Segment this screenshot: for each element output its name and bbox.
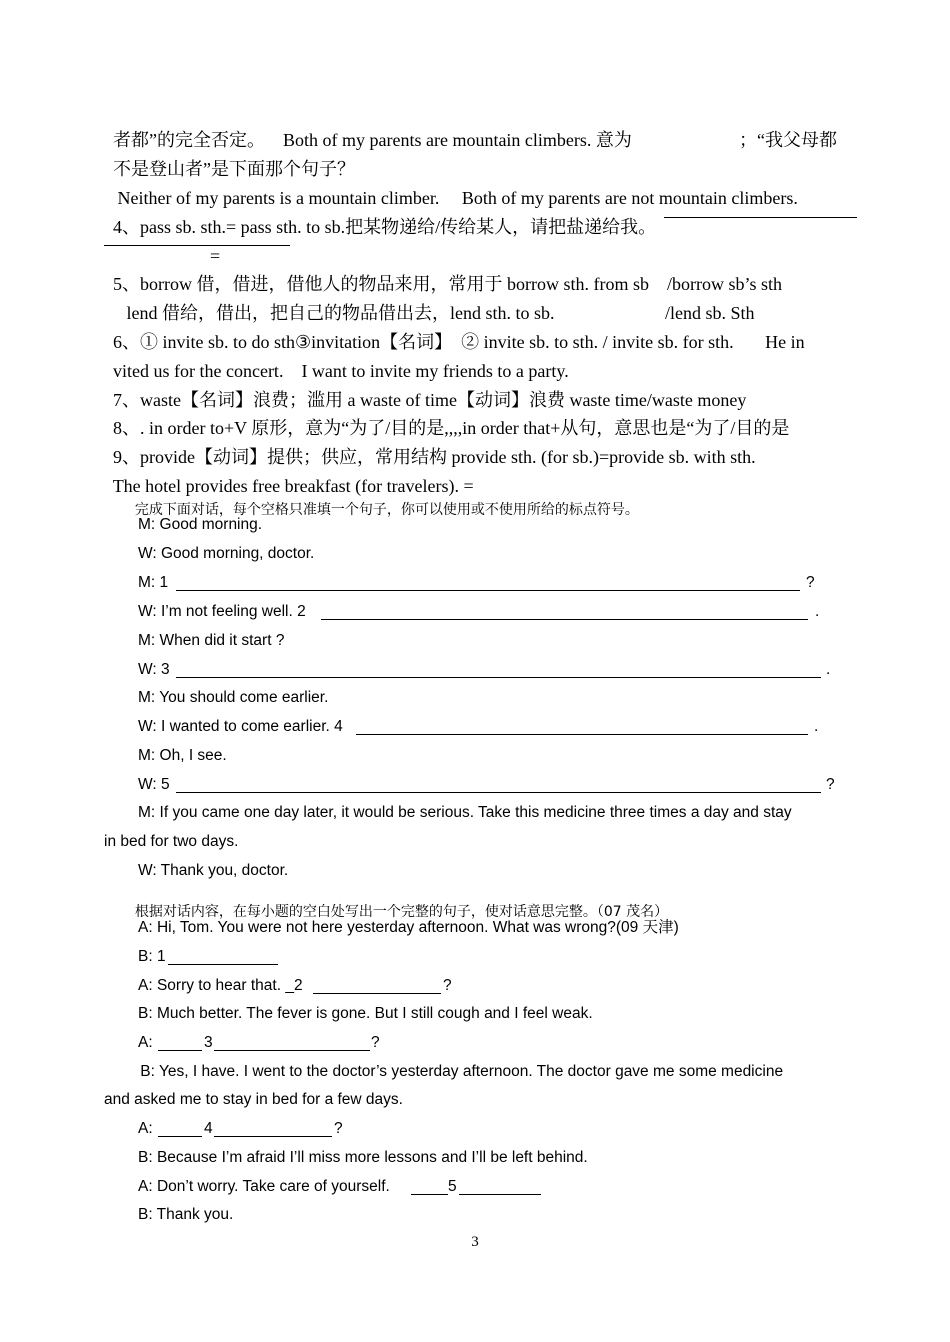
answer-blank (214, 1049, 370, 1051)
note-text: /lend sb. Sth (665, 303, 755, 323)
dialog-text: B: Yes, I have. I went to the doctor’s yesterday afternoon. The doctor gave me some medicine (136, 1063, 784, 1080)
dialog-text: B: Thank you. (138, 1206, 234, 1223)
dialog-text: 4 (204, 1120, 213, 1137)
dialog-line (136, 1064, 783, 1080)
dialog-text: 5 (448, 1178, 457, 1195)
dialog-text: B: 1 (138, 948, 166, 965)
note-text: 不是登山者”是下面那个句子？ (113, 159, 355, 179)
dialog-line (204, 1121, 213, 1137)
answer-blank (411, 1193, 448, 1195)
note-text: 9、provide【动词】提供；供应，常用结构 provide sth. (for sb.)=provide sb. with sth. (113, 447, 756, 467)
note-line-1-tail (730, 113, 837, 149)
dialog-text: W: 3 (138, 661, 170, 678)
note-text: 7、waste【名词】浪费；滥用 a waste of time【动词】浪费 waste time/waste money (113, 390, 747, 410)
dialog-line (138, 777, 170, 793)
note-text: 8、. in order to+V 原形，意为“为了/目的是,,,,in order that+从句，意思也是“为了/目的是 (113, 418, 790, 438)
punct-text: ? (334, 1120, 343, 1137)
dialog-line (138, 662, 170, 678)
dialog-punct (814, 719, 818, 735)
dialog-line (138, 633, 284, 649)
dialog-line (138, 1035, 157, 1051)
dialog-text: W: I wanted to come earlier. 4 (138, 718, 343, 735)
dialog-line (138, 920, 679, 936)
dialog-text: M: You should come earlier. (138, 689, 329, 706)
note-text: Neither of my parents is a mountain climber. Both of my parents are not mountain climbers. (113, 188, 798, 208)
dialog-text: M: When did it start ? (138, 632, 285, 649)
dialog-line (138, 863, 288, 879)
dialog-text: M: Good morning. (138, 516, 263, 533)
punct-text: . (814, 718, 819, 735)
instruction-text: 根据对话内容，在每小题的空白处写出一个完整的句子，使对话意思完整。（07 茂名） (134, 904, 669, 920)
dialog-text: W: I’m not feeling well. 2 (138, 603, 306, 620)
dialog1-instruction (126, 489, 639, 517)
answer-blank (313, 992, 441, 994)
dialog-text: W: 5 (138, 776, 170, 793)
punct-text: . (815, 603, 820, 620)
note-text: 4、pass sb. sth.= pass sth. to sb.把某物递给/传给某人，请把盐递给我。 (113, 217, 657, 237)
dialog-line (138, 1207, 233, 1223)
note-text: vited us for the concert. I want to invite my friends to a party. (113, 361, 569, 381)
note-line-4 (104, 200, 656, 236)
note-text: lend 借给，借出，把自己的物品借出去，lend sth. to sb. (113, 303, 555, 323)
note-text: 者都”的完全否定。 Both of my parents are mountain climbers. 意为 (113, 130, 632, 150)
answer-blank (158, 1135, 202, 1137)
dialog-text: B: Much better. The fever is gone. But I still cough and I feel weak. (138, 1005, 593, 1022)
dialog-text: W: Good morning, doctor. (138, 545, 315, 562)
dialog-punct (815, 604, 819, 620)
dialog-line (138, 517, 262, 533)
dialog-line (138, 1121, 157, 1137)
answer-blank (214, 1135, 332, 1137)
answer-blank (176, 676, 821, 678)
dialog-line (138, 546, 314, 562)
dialog-text: and asked me to stay in bed for a few days. (104, 1091, 403, 1108)
punct-text: ? (371, 1034, 380, 1051)
answer-blank (459, 1193, 541, 1195)
dialog-line (138, 604, 306, 620)
dialog-line (138, 719, 343, 735)
dialog-line (138, 575, 168, 591)
dialog-text: A: (138, 1120, 157, 1137)
answer-blank (176, 589, 800, 591)
dialog-line (104, 1092, 403, 1108)
answer-blank (168, 963, 278, 965)
dialog-punct (806, 575, 815, 591)
note-text: 5、borrow 借，借进，借他人的物品来用，常用于 borrow sth. from sb /borrow sb’s sth (113, 274, 782, 294)
dialog-line (138, 949, 166, 965)
dialog-text: in bed for two days. (104, 833, 239, 850)
punct-text: . (826, 661, 831, 678)
dialog-line (448, 1179, 457, 1195)
instruction-text: 完成下面对话，每个空格只准填一个句子，你可以使用或不使用所给的标点符号。 (134, 502, 639, 518)
dialog-line (138, 978, 303, 994)
answer-blank (104, 244, 290, 246)
answer-blank (321, 618, 808, 620)
dialog-text: M: Oh, I see. (138, 747, 227, 764)
dialog-punct (826, 777, 835, 793)
answer-blank (158, 1049, 202, 1051)
dialog-punct (334, 1121, 343, 1137)
dialog-line (138, 1179, 394, 1195)
page-number: 3 (471, 1234, 479, 1250)
dialog-line (204, 1035, 213, 1051)
punct-text: ? (826, 776, 835, 793)
dialog-line (138, 805, 792, 821)
note-text: The hotel provides free breakfast (for travelers). = (112, 476, 474, 496)
dialog-line (104, 834, 238, 850)
note-text: = (210, 246, 221, 266)
punct-text: ? (443, 977, 452, 994)
dialog-text: W: Thank you, doctor. (138, 862, 289, 879)
answer-blank (356, 733, 808, 735)
dialog-text: A: Don’t worry. Take care of yourself. (138, 1178, 395, 1195)
note-text: ；“我父母都 (739, 130, 837, 150)
dialog-text: A: Hi, Tom. You were not here yesterday afternoon. What was wrong?(09 天津) (138, 919, 679, 936)
dialog-punct (443, 978, 452, 994)
dialog-text: 3 (204, 1034, 213, 1051)
dialog-text: M: If you came one day later, it would be serious. Take this medicine three times a day and stay (138, 804, 792, 821)
dialog-line (138, 748, 227, 764)
dialog-line (138, 1006, 593, 1022)
dialog-text: B: Because I’m afraid I’ll miss more lessons and I’ll be left behind. (138, 1149, 588, 1166)
note-text: 6、① invite sb. to do sth③invitation【名词】 ② invite sb. to sth. / invite sb. for sth. He in (113, 332, 805, 352)
answer-blank (664, 216, 857, 218)
dialog-text: A: (138, 1034, 157, 1051)
dialog-text: A: Sorry to hear that. _2 (138, 977, 303, 994)
dialog-punct (371, 1035, 380, 1051)
dialog-line (138, 1150, 588, 1166)
dialog-punct (826, 662, 830, 678)
punct-text: ? (806, 574, 815, 591)
dialog-text: M: 1 (138, 574, 169, 591)
dialog-line (138, 690, 328, 706)
dialog2-instruction (126, 891, 668, 919)
answer-blank (176, 791, 821, 793)
